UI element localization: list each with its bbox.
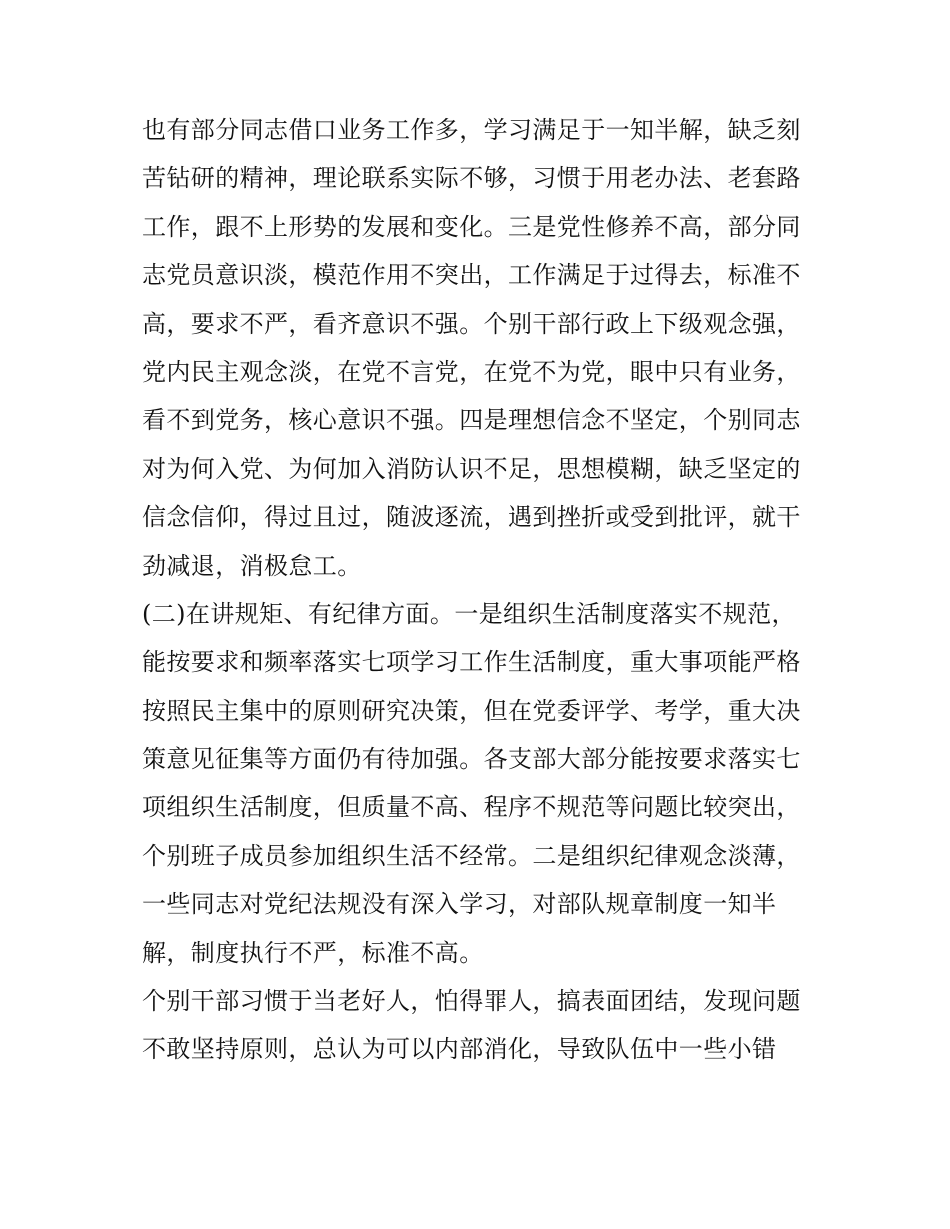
text-line: 对为何入党、为何加入消防认识不足，思想模糊，缺乏坚定的	[142, 454, 801, 483]
text-line: 不敢坚持原则，总认为可以内部消化，导致队伍中一些小错	[142, 1035, 777, 1064]
text-line: 工作，跟不上形势的发展和变化。三是党性修养不高，部分同	[142, 212, 801, 241]
text-line: 看不到党务，核心意识不强。四是理想信念不坚定，个别同志	[142, 406, 801, 435]
text-line: 解，制度执行不严，标准不高。	[142, 938, 484, 967]
text-line: 项组织生活制度，但质量不高、程序不规范等问题比较突出，	[142, 793, 801, 822]
text-line: 党内民主观念淡，在党不言党，在党不为党，眼中只有业务，	[142, 357, 801, 386]
body-text	[142, 106, 822, 1074]
text-line: 策意见征集等方面仍有待加强。各支部大部分能按要求落实七	[142, 745, 801, 774]
text-line: 苦钻研的精神，理论联系实际不够，习惯于用老办法、老套路	[142, 164, 801, 193]
section-heading-line: (二)在讲规矩、有纪律方面。一是组织生活制度落实不规范，	[142, 599, 796, 628]
text-line: 信念信仰，得过且过，随波逐流，遇到挫折或受到批评，就干	[142, 503, 801, 532]
text-line: 个别干部习惯于当老好人，怕得罪人，搞表面团结，发现问题	[142, 987, 801, 1016]
text-line: 高，要求不严，看齐意识不强。个别干部行政上下级观念强，	[142, 309, 801, 338]
text-line: 能按要求和频率落实七项学习工作生活制度，重大事项能严格	[142, 648, 801, 677]
text-line: 劲减退，消极怠工。	[142, 551, 362, 580]
text-line: 志党员意识淡，模范作用不突出，工作满足于过得去，标准不	[142, 261, 801, 290]
text-line: 一些同志对党纪法规没有深入学习，对部队规章制度一知半	[142, 890, 777, 919]
text-line: 个别班子成员参加组织生活不经常。二是组织纪律观念淡薄，	[142, 841, 801, 870]
text-line: 也有部分同志借口业务工作多，学习满足于一知半解，缺乏刻	[142, 116, 801, 144]
text-line: 按照民主集中的原则研究决策，但在党委评学、考学，重大决	[142, 696, 801, 725]
